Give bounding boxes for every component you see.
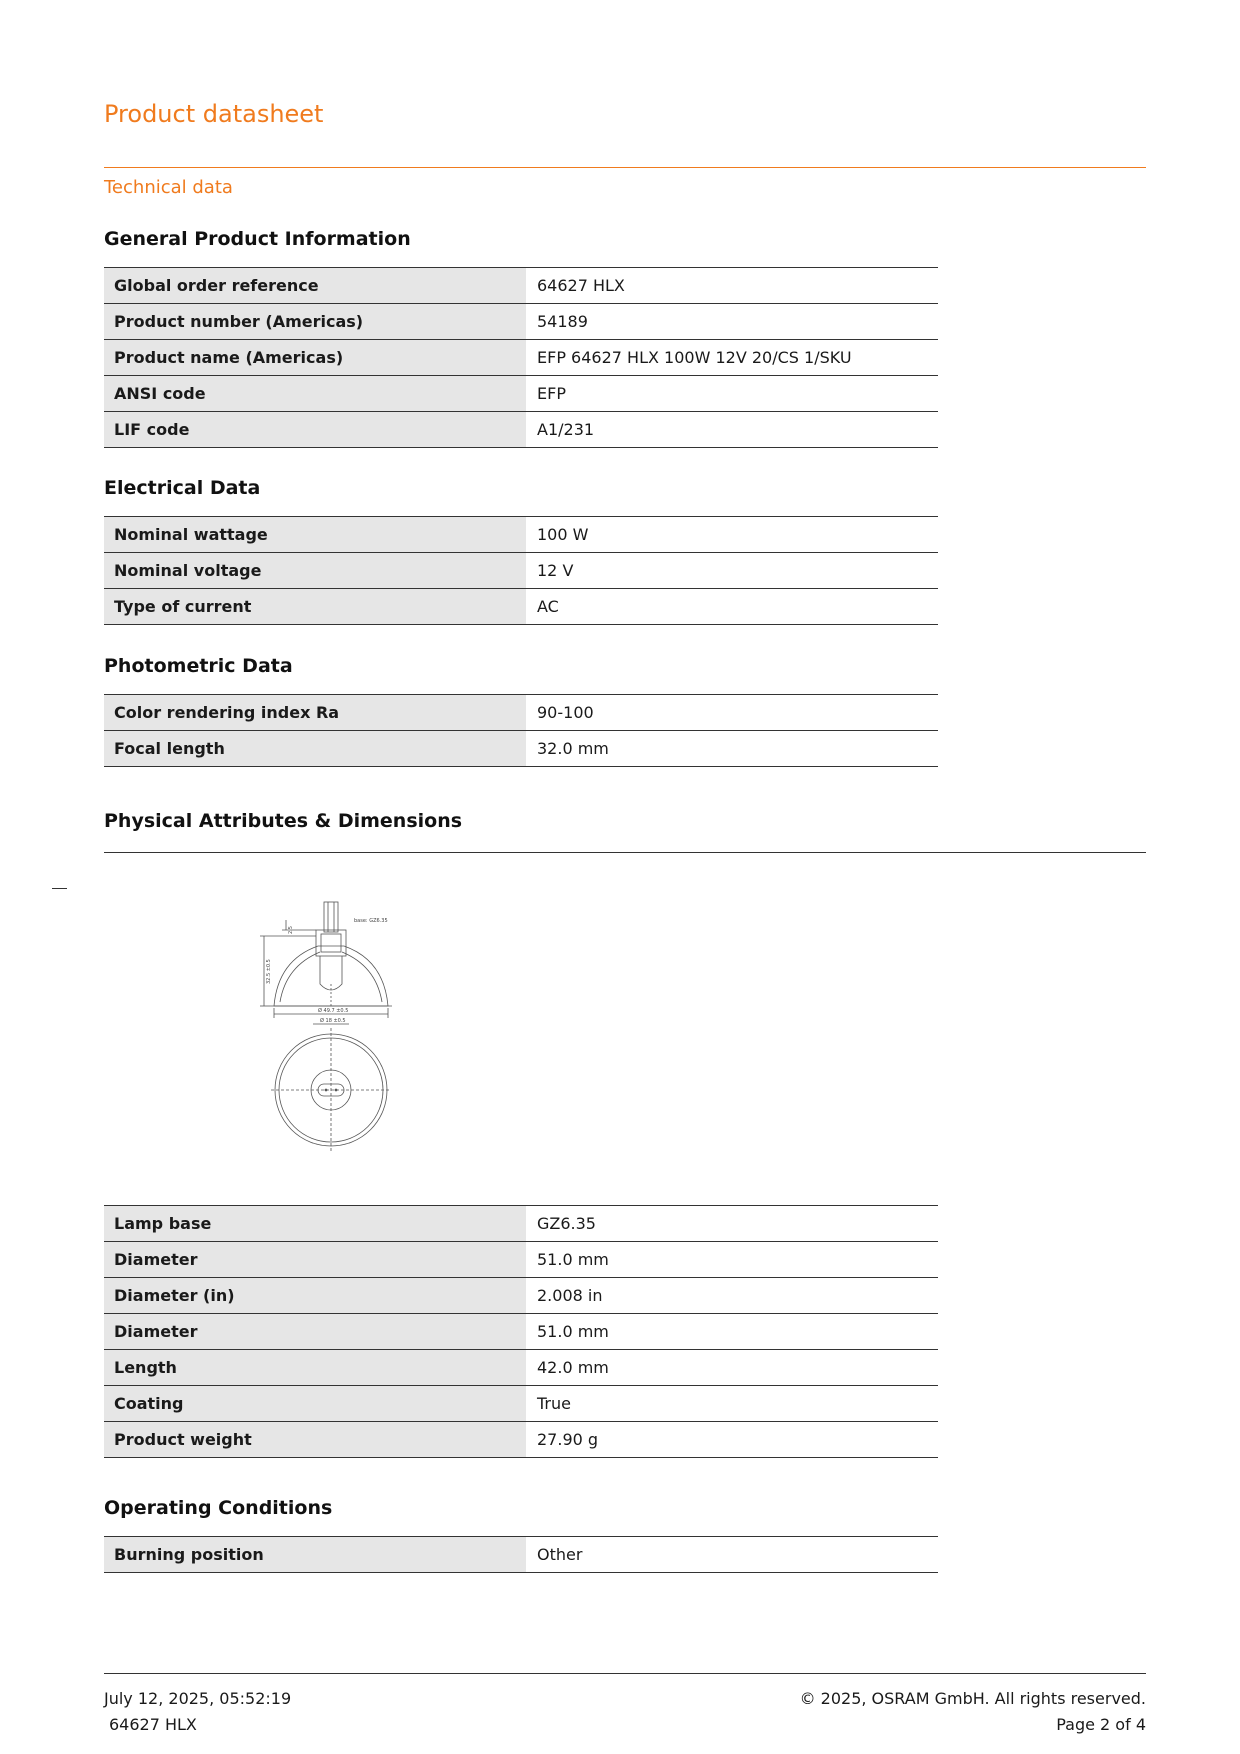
row-label: Global order reference — [104, 268, 526, 304]
lamp-dimension-drawing — [258, 900, 438, 1156]
table-row — [104, 1386, 938, 1422]
row-label: Color rendering index Ra — [104, 695, 526, 731]
row-value: 32.0 mm — [526, 731, 938, 767]
row-value: GZ6.35 — [526, 1206, 938, 1242]
row-label: Product weight — [104, 1422, 526, 1458]
general-heading: General Product Information — [104, 228, 411, 250]
drawing-base-label: base: GZ6.35 — [354, 918, 388, 924]
table-row — [104, 1537, 938, 1573]
drawing-inner-label: Ø 18 ±0.5 — [320, 1018, 346, 1024]
footer-product: 64627 HLX — [109, 1715, 197, 1734]
footer-rule — [104, 1673, 1146, 1674]
electrical-table — [104, 516, 938, 625]
table-row — [104, 517, 938, 553]
table-row — [104, 589, 938, 625]
table-row — [104, 1314, 938, 1350]
row-label: LIF code — [104, 412, 526, 448]
row-label: Focal length — [104, 731, 526, 767]
row-value: 27.90 g — [526, 1422, 938, 1458]
row-label: Nominal wattage — [104, 517, 526, 553]
row-value: 51.0 mm — [526, 1242, 938, 1278]
table-row — [104, 731, 938, 767]
row-value: 51.0 mm — [526, 1314, 938, 1350]
row-label: Product name (Americas) — [104, 340, 526, 376]
row-value: A1/231 — [526, 412, 938, 448]
footer-date: July 12, 2025, 05:52:19 — [104, 1689, 292, 1708]
row-label: Type of current — [104, 589, 526, 625]
table-row — [104, 340, 938, 376]
row-value: 2.008 in — [526, 1278, 938, 1314]
row-label: Coating — [104, 1386, 526, 1422]
row-value: True — [526, 1386, 938, 1422]
footer-copyright: © 2025, OSRAM GmbH. All rights reserved. — [799, 1689, 1146, 1708]
row-label: Diameter — [104, 1314, 526, 1350]
general-table — [104, 267, 938, 448]
footer-left — [104, 1686, 291, 1738]
drawing-diameter-label: Ø 49.7 ±0.5 — [318, 1008, 349, 1014]
physical-heading-rule — [104, 852, 1146, 853]
row-label: Length — [104, 1350, 526, 1386]
photometric-table — [104, 694, 938, 767]
table-row — [104, 695, 938, 731]
row-value: 54189 — [526, 304, 938, 340]
photometric-heading: Photometric Data — [104, 655, 293, 677]
row-value: 42.0 mm — [526, 1350, 938, 1386]
table-row — [104, 304, 938, 340]
row-value: EFP 64627 HLX 100W 12V 20/CS 1/SKU — [526, 340, 938, 376]
margin-mark — [52, 888, 67, 889]
row-value: 90-100 — [526, 695, 938, 731]
table-row — [104, 412, 938, 448]
footer-right — [800, 1686, 1146, 1738]
row-label: Product number (Americas) — [104, 304, 526, 340]
section-subtitle: Technical data — [104, 177, 233, 198]
row-value: Other — [526, 1537, 938, 1573]
row-value: 12 V — [526, 553, 938, 589]
table-row — [104, 1206, 938, 1242]
row-value: 100 W — [526, 517, 938, 553]
drawing-height-label: 32.5 ±0.5 — [266, 959, 272, 984]
row-value: AC — [526, 589, 938, 625]
footer-page-number: Page 2 of 4 — [1056, 1715, 1146, 1734]
row-value: 64627 HLX — [526, 268, 938, 304]
row-label: ANSI code — [104, 376, 526, 412]
row-value: EFP — [526, 376, 938, 412]
table-row — [104, 1278, 938, 1314]
table-row — [104, 376, 938, 412]
physical-table — [104, 1205, 938, 1458]
row-label: Lamp base — [104, 1206, 526, 1242]
row-label: Diameter — [104, 1242, 526, 1278]
row-label: Nominal voltage — [104, 553, 526, 589]
row-label: Diameter (in) — [104, 1278, 526, 1314]
table-row — [104, 268, 938, 304]
row-label: Burning position — [104, 1537, 526, 1573]
table-row — [104, 1350, 938, 1386]
physical-heading: Physical Attributes & Dimensions — [104, 810, 463, 832]
electrical-heading: Electrical Data — [104, 477, 261, 499]
drawing-pin-label: 2.5 — [288, 926, 294, 934]
table-row — [104, 553, 938, 589]
title-rule — [104, 167, 1146, 168]
page-title: Product datasheet — [104, 100, 324, 128]
table-row — [104, 1422, 938, 1458]
table-row — [104, 1242, 938, 1278]
operating-table — [104, 1536, 938, 1573]
operating-heading: Operating Conditions — [104, 1497, 333, 1519]
